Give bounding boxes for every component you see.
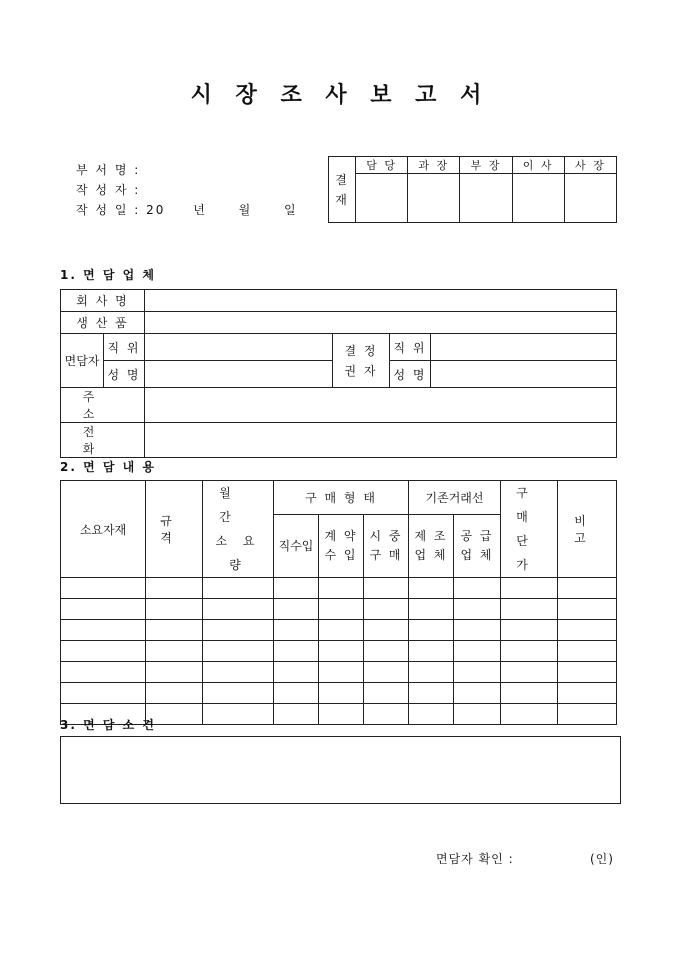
content-rows [61, 578, 617, 725]
table-cell[interactable] [203, 599, 274, 620]
table-cell[interactable] [558, 662, 617, 683]
table-cell[interactable] [274, 704, 319, 725]
table-cell[interactable] [274, 662, 319, 683]
company-name-field[interactable] [145, 290, 617, 312]
table-cell[interactable] [203, 662, 274, 683]
table-cell[interactable] [203, 641, 274, 662]
direct-import-header: 직수입 [274, 514, 319, 577]
day-unit: 일 [284, 203, 298, 217]
table-cell[interactable] [146, 578, 203, 599]
interviewee-label: 면담자 [61, 334, 104, 388]
decision-name-label: 성 명 [390, 361, 431, 388]
approval-box[interactable] [408, 174, 460, 223]
approval-role-executive: 이 사 [512, 157, 564, 174]
interviewee-name-field[interactable] [145, 361, 333, 388]
interviewee-position-field[interactable] [145, 334, 333, 361]
year-unit: 년 [193, 203, 207, 217]
table-cell[interactable] [501, 641, 558, 662]
table-cell[interactable] [454, 599, 501, 620]
dept-row [76, 160, 298, 180]
approval-label: 결 재 [329, 157, 356, 223]
table-row [61, 641, 617, 662]
remarks-header: 비 고 [558, 481, 617, 578]
product-field[interactable] [145, 312, 617, 334]
section2-title: 2. 면 담 내 용 [60, 460, 156, 474]
approval-box[interactable] [460, 174, 512, 223]
monthly-header: 월 간 소 요 량 [203, 481, 274, 578]
date-row [76, 200, 298, 220]
table-row [61, 620, 617, 641]
company-table [60, 289, 617, 458]
seal-mark: (인) [590, 852, 614, 866]
approval-role-president: 사 장 [564, 157, 616, 174]
table-cell[interactable] [454, 620, 501, 641]
table-row [61, 683, 617, 704]
address-label: 주 소 [61, 388, 145, 423]
section3-title: 3. 면 담 소 견 [60, 718, 156, 732]
meta-block [76, 160, 298, 220]
table-cell[interactable] [274, 578, 319, 599]
table-cell[interactable] [409, 578, 454, 599]
phone-label: 전 화 [61, 423, 145, 458]
confirm-label: 면담자 확인 : [436, 852, 514, 866]
approval-table [328, 156, 617, 223]
table-cell[interactable] [409, 599, 454, 620]
table-cell[interactable] [558, 578, 617, 599]
table-cell[interactable] [501, 620, 558, 641]
table-cell[interactable] [364, 683, 409, 704]
approval-role-staff: 담 당 [356, 157, 408, 174]
table-cell[interactable] [501, 662, 558, 683]
purchase-type-header: 구 매 형 태 [274, 481, 409, 515]
table-cell[interactable] [409, 704, 454, 725]
product-label: 생 산 품 [61, 312, 145, 334]
approval-role-director: 부 장 [460, 157, 512, 174]
author-row [76, 180, 298, 200]
price-header: 구 매 단 가 [501, 481, 558, 578]
table-cell[interactable] [146, 683, 203, 704]
table-cell[interactable] [61, 683, 146, 704]
table-cell[interactable] [364, 704, 409, 725]
table-cell[interactable] [364, 599, 409, 620]
table-cell[interactable] [501, 599, 558, 620]
table-cell[interactable] [319, 599, 364, 620]
table-cell[interactable] [364, 578, 409, 599]
table-cell[interactable] [364, 620, 409, 641]
table-cell[interactable] [274, 641, 319, 662]
decision-maker-label: 결 정 권 자 [333, 334, 390, 388]
table-cell[interactable] [454, 704, 501, 725]
date-label: 작 성 일 : 20 [76, 203, 166, 217]
address-field[interactable] [145, 388, 617, 423]
table-cell[interactable] [319, 641, 364, 662]
table-cell[interactable] [501, 578, 558, 599]
interviewee-position-label: 직 위 [104, 334, 145, 361]
maker-header: 제 조 업 체 [409, 514, 454, 577]
table-cell[interactable] [274, 620, 319, 641]
existing-header: 기존거래선 [409, 481, 501, 515]
table-cell[interactable] [203, 578, 274, 599]
table-cell[interactable] [203, 620, 274, 641]
table-row [61, 578, 617, 599]
table-cell[interactable] [558, 683, 617, 704]
table-cell[interactable] [203, 683, 274, 704]
table-cell[interactable] [319, 704, 364, 725]
table-cell[interactable] [409, 641, 454, 662]
table-cell[interactable] [558, 704, 617, 725]
table-cell[interactable] [319, 662, 364, 683]
page-title: 시 장 조 사 보 고 서 [190, 82, 490, 108]
decision-position-field[interactable] [431, 334, 617, 361]
interviewee-name-label: 성 명 [104, 361, 145, 388]
table-cell[interactable] [61, 662, 146, 683]
table-cell[interactable] [319, 578, 364, 599]
company-name-label: 회 사 명 [61, 290, 145, 312]
table-cell[interactable] [454, 641, 501, 662]
table-cell[interactable] [61, 599, 146, 620]
table-cell[interactable] [501, 704, 558, 725]
approval-box[interactable] [512, 174, 564, 223]
author-label: 작 성 자 : [76, 183, 141, 197]
approval-role-manager: 과 장 [408, 157, 460, 174]
table-cell[interactable] [274, 599, 319, 620]
table-cell[interactable] [61, 620, 146, 641]
market-purchase-header: 시 중 구 매 [364, 514, 409, 577]
month-unit: 월 [238, 203, 253, 217]
confirm-line [436, 850, 614, 867]
spec-header: 규 격 [146, 481, 203, 578]
dept-label: 부 서 명 : [76, 163, 141, 177]
table-cell[interactable] [364, 641, 409, 662]
approval-box[interactable] [356, 174, 408, 223]
material-header: 소요자재 [61, 481, 146, 578]
table-cell[interactable] [501, 683, 558, 704]
table-row [61, 599, 617, 620]
opinion-textarea[interactable] [60, 736, 621, 804]
content-table [60, 480, 617, 725]
phone-field[interactable] [145, 423, 617, 458]
table-cell[interactable] [558, 599, 617, 620]
decision-position-label: 직 위 [390, 334, 431, 361]
table-cell[interactable] [558, 641, 617, 662]
table-cell[interactable] [454, 662, 501, 683]
table-cell[interactable] [61, 641, 146, 662]
table-cell[interactable] [409, 620, 454, 641]
decision-name-field[interactable] [431, 361, 617, 388]
table-cell[interactable] [146, 641, 203, 662]
table-cell[interactable] [319, 683, 364, 704]
table-cell[interactable] [319, 620, 364, 641]
approval-box[interactable] [564, 174, 616, 223]
table-cell[interactable] [146, 662, 203, 683]
table-cell[interactable] [146, 620, 203, 641]
table-cell[interactable] [409, 662, 454, 683]
table-cell[interactable] [61, 578, 146, 599]
table-cell[interactable] [558, 620, 617, 641]
table-cell[interactable] [409, 683, 454, 704]
supplier-header: 공 급 업 체 [454, 514, 501, 577]
table-cell[interactable] [364, 662, 409, 683]
table-cell[interactable] [274, 683, 319, 704]
table-cell[interactable] [454, 578, 501, 599]
section1-title: 1. 면 담 업 체 [60, 268, 156, 282]
table-cell[interactable] [146, 599, 203, 620]
table-row [61, 662, 617, 683]
contract-import-header: 계 약 수 입 [319, 514, 364, 577]
table-cell[interactable] [203, 704, 274, 725]
table-cell[interactable] [454, 683, 501, 704]
